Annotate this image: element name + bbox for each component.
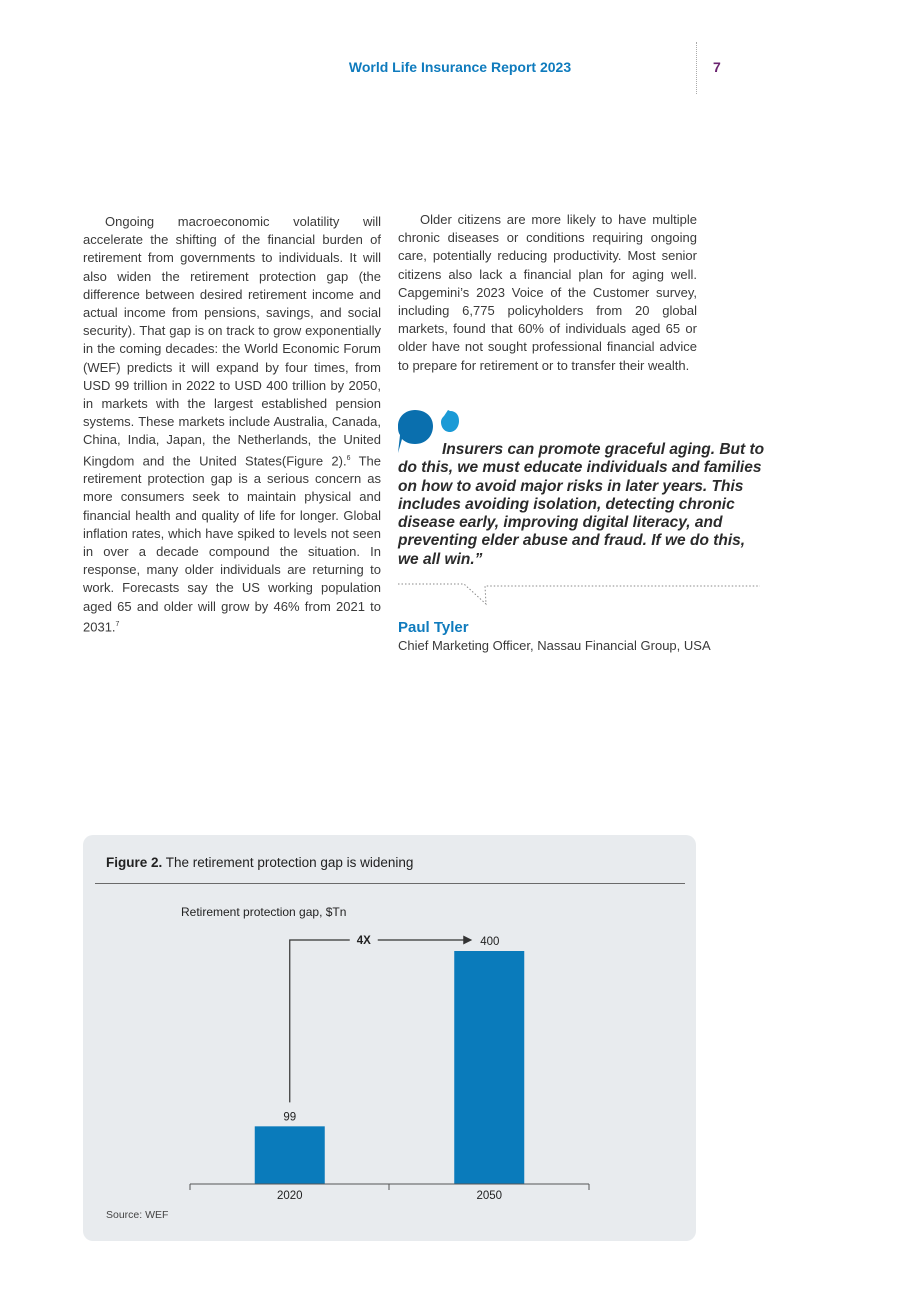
- right-paragraph: Older citizens are more likely to have multiple chronic diseases or conditions requiring ongoing care, potentially reducing productivity. Most senior citizens also lack a financial plan for aging well. Capgemini’s 2023 Voice of the Customer survey, including 6,775 policyholders from 20 global markets, found that 60% of individuals aged 65 or older have not sought professional financial advice to prepare for retirement or to transfer their wealth.: [398, 212, 697, 373]
- footnote-6[interactable]: 6: [346, 454, 351, 462]
- annotation-arrow-head: [463, 936, 472, 945]
- growth-annotation: [290, 935, 473, 1102]
- data-label-2020: 99: [283, 1111, 297, 1124]
- header-divider: [696, 42, 697, 94]
- chart-title: Retirement protection gap, $Tn: [181, 905, 347, 919]
- bar-2050: [454, 951, 524, 1184]
- annotation-label: 4X: [356, 935, 371, 947]
- figure-2: [83, 835, 696, 1241]
- figure-source: Source: WEF: [106, 1209, 169, 1221]
- left-column-text: [83, 213, 381, 636]
- annotation-connector: [290, 940, 350, 1102]
- left-paragraph-part-2: The retirement protection gap is a serious concern as more consumers seek to maintain physical and financial health and quality of life for longer. Global inflation rates, which have spiked to levels not seen in over a decade compound the situation. In response, many older individuals are returning to work. Forecasts say the US working population aged 65 and older will grow by 46% from 2021 to 2031.: [83, 452, 381, 635]
- figure-title-text: The retirement protection gap is widening: [165, 855, 414, 870]
- quote-author-role: Chief Marketing Officer, Nassau Financial Group, USA: [398, 638, 711, 653]
- quote-pointer: [398, 578, 760, 608]
- left-paragraph-part-1: Ongoing macroeconomic volatility will accelerate the shifting of the financial burden of retirement from governments to individuals. It will also widen the retirement protection gap (the difference between desired retirement income and actual income from pensions, savings, and social security). That gap is on track to grow exponentially in the coming decades: the World Economic Forum (WEF) predicts it will expand by four times, from USD 99 trillion in 2022 to USD 400 trillion by 2050, in markets with the largest established pension systems. These markets include Australia, Canada, China, India, Japan, the Netherlands, the United Kingdom and the United States(Figure 2).: [83, 214, 381, 468]
- report-title: World Life Insurance Report 2023: [348, 59, 572, 75]
- bar-chart: [83, 835, 696, 1241]
- figure-label: Figure 2.: [106, 855, 163, 870]
- x-tick-label-2050: 2050: [476, 1190, 503, 1202]
- bar-2020: [255, 1126, 325, 1184]
- x-tick-label-2020: 2020: [276, 1190, 303, 1202]
- quote-author: Paul Tyler: [398, 619, 469, 636]
- page-number: 7: [713, 59, 721, 75]
- right-column-text: [398, 211, 697, 375]
- pull-quote: [398, 441, 768, 569]
- pull-quote-text: Insurers can promote graceful aging. But to do this, we must educate individuals and families on how to avoid major risks in later years. This includes avoiding isolation, detecting chronic disease early, improving digital literacy, and preventing elder abuse and fraud. If we do this, we all win.”: [398, 441, 765, 568]
- x-axis: [190, 1184, 589, 1190]
- footnote-7[interactable]: 7: [115, 620, 120, 628]
- data-label-2050: 400: [480, 936, 500, 948]
